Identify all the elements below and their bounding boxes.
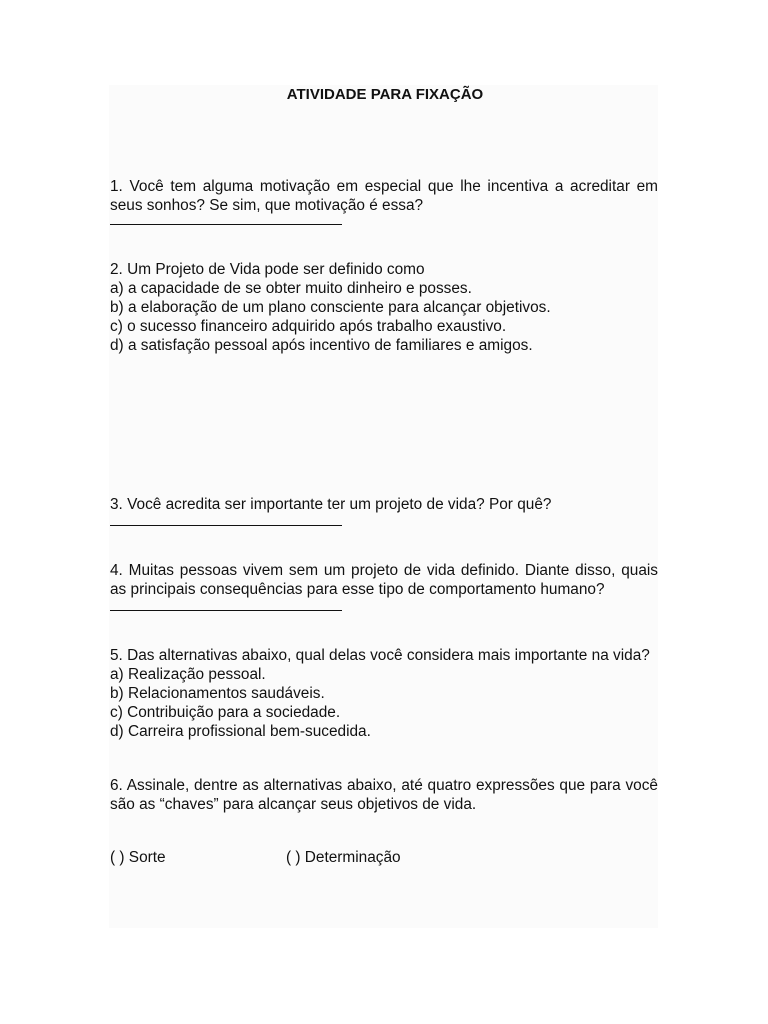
question-2-option-b: b) a elaboração de um plano consciente para alcançar objetivos. [110, 299, 551, 316]
question-5-text: 5. Das alternativas abaixo, qual delas você considera mais importante na vida? [110, 647, 650, 664]
question-3 [110, 495, 658, 526]
question-5-option-c: c) Contribuição para a sociedade. [110, 704, 341, 721]
page-title: ATIVIDADE PARA FIXAÇÃO [286, 86, 484, 103]
question-5-option-a: a) Realização pessoal. [110, 666, 266, 683]
question-4-text: 4. Muitas pessoas vivem sem um projeto de vida definido. Diante disso, quais as principais consequências para esse tipo de comportamento humano? [110, 562, 658, 598]
question-6-checkbox-row [110, 848, 658, 867]
question-1-text: 1. Você tem alguma motivação em especial que lhe incentiva a acreditar em seus sonhos? Se sim, que motivação é essa? [110, 178, 658, 214]
question-6 [110, 776, 658, 867]
question-2-option-d: d) a satisfação pessoal após incentivo de familiares e amigos. [110, 337, 533, 354]
question-5-option-b: b) Relacionamentos saudáveis. [110, 685, 325, 702]
question-2 [110, 260, 658, 355]
question-1 [110, 177, 658, 225]
question-2-text: 2. Um Projeto de Vida pode ser definido como [110, 261, 425, 278]
question-3-answer-line [110, 525, 342, 526]
document-content [110, 84, 658, 867]
question-3-text: 3. Você acredita ser importante ter um projeto de vida? Por quê? [110, 496, 552, 513]
question-2-option-a: a) a capacidade de se obter muito dinheiro e posses. [110, 280, 472, 297]
question-1-answer-line [110, 224, 342, 225]
question-6-text: 6. Assinale, dentre as alternativas abaixo, até quatro expressões que para você são as “chaves” para alcançar seus objetivos de vida. [110, 777, 658, 813]
question-2-option-c: c) o sucesso financeiro adquirido após trabalho exaustivo. [110, 318, 507, 335]
question-4 [110, 561, 658, 611]
checkbox-sorte[interactable]: ( ) Sorte [110, 849, 166, 866]
question-5 [110, 646, 658, 741]
question-5-option-d: d) Carreira profissional bem-sucedida. [110, 723, 371, 740]
question-4-answer-line [110, 610, 342, 611]
checkbox-determinacao[interactable]: ( ) Determinação [286, 849, 401, 866]
